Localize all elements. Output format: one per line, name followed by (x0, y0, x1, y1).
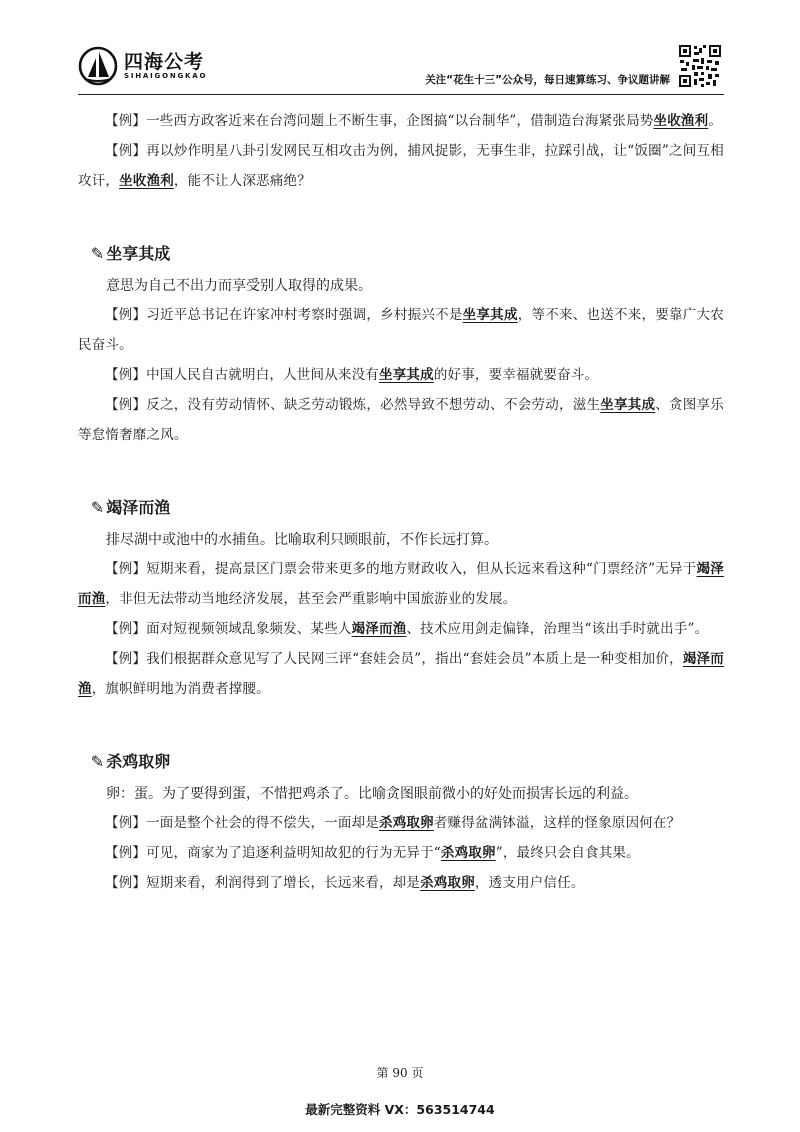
idiom-highlight: 杀鸡取卵 (420, 875, 475, 891)
brand-logo (78, 46, 207, 86)
sailboat-logo-icon (78, 46, 118, 86)
idiom-highlight: 坐享其成 (462, 307, 518, 323)
idiom-highlight: 竭泽而渔 (351, 621, 407, 637)
page-content (78, 106, 724, 898)
idiom-highlight: 竭泽而渔 (78, 651, 724, 697)
idiom-meaning: 卵：蛋。为了要得到蛋，不惜把鸡杀了。比喻贪图眼前微小的好处而损害长远的利益。 (106, 785, 638, 801)
brand-name: 四海公考 (124, 50, 205, 73)
example-paragraph: 【例】一些西方政客近来在台湾问题上不断生事，企图搞“以台制华”，借制造台海紧张局势坐收渔利。 (105, 113, 723, 129)
example-paragraph: 【例】中国人民自古就明白，人世间从来没有坐享其成的好事，要幸福就要奋斗。 (105, 367, 599, 383)
idiom-meaning: 意思为自己不出力而享受别人取得的成果。 (106, 277, 372, 293)
idiom-highlight: 坐收渔利 (653, 113, 709, 129)
section-title-zuoxiangqicheng: ✎ 坐享其成 (78, 240, 724, 270)
idiom-meaning: 排尽湖中或池中的水捕鱼。比喻取利只顾眼前，不作长远打算。 (106, 531, 498, 547)
idiom-highlight: 坐收渔利 (119, 173, 174, 189)
example-paragraph: 【例】可见，商家为了追逐利益明知故犯的行为无异于“杀鸡取卵”，最终只会自食其果。 (105, 845, 640, 861)
pencil-icon: ✎ (90, 500, 105, 517)
example-paragraph: 【例】习近平总书记在许家冲村考察时强调，乡村振兴不是坐享其成，等不来、也送不来，要靠广大农民奋斗。 (78, 307, 724, 353)
page-header (0, 0, 800, 110)
idiom-highlight: 竭泽而渔 (78, 561, 724, 607)
idiom-highlight: 杀鸡取卵 (440, 845, 496, 861)
example-paragraph: 【例】短期来看，利润得到了增长，长远来看，却是杀鸡取卵，透支用户信任。 (105, 875, 585, 891)
qr-code-icon (678, 44, 722, 88)
example-paragraph: 【例】面对短视频领域乱象频发、某些人竭泽而渔、技术应用剑走偏锋，治理当“该出手时就出手”。 (105, 621, 709, 637)
idiom-highlight: 杀鸡取卵 (379, 815, 434, 831)
pencil-icon: ✎ (90, 246, 105, 263)
example-paragraph: 【例】我们根据群众意见写了人民网三评“套娃会员”，指出“套娃会员”本质上是一种变相加价，竭泽而渔，旗帜鲜明地为消费者撑腰。 (78, 651, 724, 697)
pencil-icon: ✎ (90, 754, 105, 771)
page-number: 第 90 页 (376, 1066, 424, 1080)
section-title-jiezeeryu: ✎ 竭泽而渔 (78, 494, 724, 524)
header-divider (78, 94, 724, 95)
example-paragraph: 【例】反之，没有劳动情怀、缺乏劳动锻炼，必然导致不想劳动、不会劳动，滋生坐享其成、贪图享乐等怠惰奢靡之风。 (78, 397, 724, 443)
example-paragraph: 【例】一面是整个社会的得不偿失，一面却是杀鸡取卵者赚得盆满钵溢，这样的怪象原因何在？ (105, 815, 681, 831)
example-paragraph: 【例】短期来看，提高景区门票会带来更多的地方财政收入，但从长远来看这种“门票经济”无异于竭泽而渔，非但无法带动当地经济发展，甚至会严重影响中国旅游业的发展。 (78, 561, 724, 607)
section-title-shajiqulan: ✎ 杀鸡取卵 (78, 748, 724, 778)
brand-pinyin: SIHAIGONGKAO (124, 71, 208, 80)
footer-contact-note: 最新完整资料 VX：563514744 (305, 1102, 495, 1117)
follow-promo-text: 关注“花生十三”公众号，每日速算练习、争议题讲解 (425, 74, 670, 86)
idiom-highlight: 坐享其成 (600, 397, 656, 413)
idiom-highlight: 坐享其成 (379, 367, 434, 383)
example-paragraph: 【例】再以炒作明星八卦引发网民互相攻击为例，捕风捉影，无事生非，拉踩引战，让“饭圈”之间互相攻讦，坐收渔利，能不让人深恶痛绝？ (78, 143, 724, 189)
